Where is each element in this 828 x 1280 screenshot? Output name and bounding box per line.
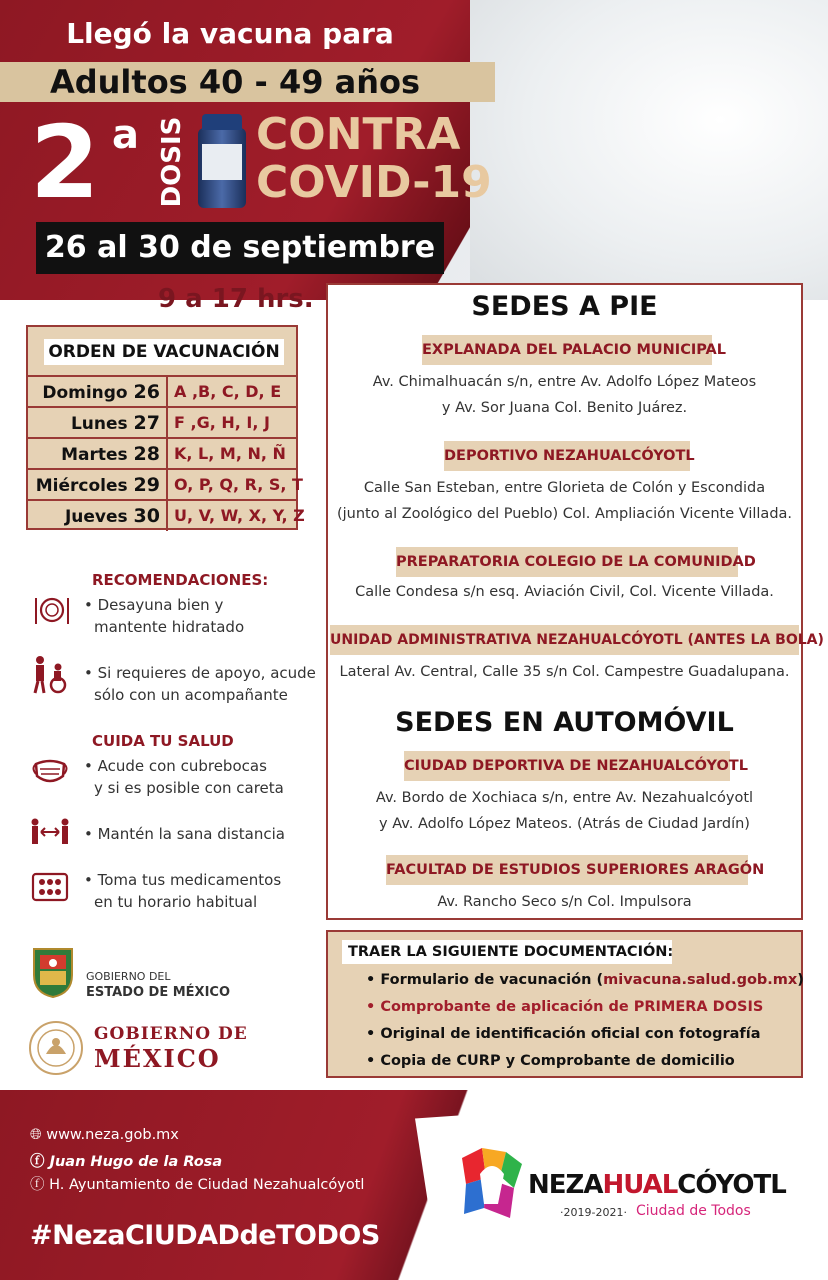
document-item-text: ) xyxy=(797,972,804,988)
order-date: 30 xyxy=(133,505,160,527)
venue-name: FACULTAD DE ESTUDIOS SUPERIORES ARAGÓN xyxy=(386,855,748,885)
social-distance-icon xyxy=(30,812,70,852)
order-letters: K, L, M, N, Ñ xyxy=(174,444,286,463)
medication-icon xyxy=(30,866,70,906)
edomex-label-line1: GOBIERNO DEL xyxy=(86,970,171,983)
venue-address: Av. Chimalhuacán s/n, entre Av. Adolfo López Mateos xyxy=(372,374,757,390)
venue-address: Lateral Av. Central, Calle 35 s/n Col. Campestre Guadalupana. xyxy=(339,664,790,680)
venue-address: (junto al Zoológico del Pueblo) Col. Ampliación Vicente Villada. xyxy=(336,506,793,522)
recommendation-line: • Desayuna bien y xyxy=(84,596,224,614)
brand-name xyxy=(528,1170,786,1200)
health-line: • Acude con cubrebocas xyxy=(84,757,267,775)
edomex-label-line2: ESTADO DE MÉXICO xyxy=(86,985,230,1000)
venue-address: y Av. Adolfo López Mateos. (Atrás de Ciudad Jardín) xyxy=(379,816,750,832)
document-item: • Original de identificación oficial con fotografía xyxy=(366,1026,761,1042)
mexico-label-line2: MÉXICO xyxy=(94,1044,221,1073)
venue-address: Av. Bordo de Xochiaca s/n, entre Av. Nezahualcóyotl xyxy=(375,790,754,806)
venue-address: Calle San Esteban, entre Glorieta de Colón y Escondida xyxy=(363,480,766,496)
audience-label: Adultos 40 - 49 años xyxy=(49,63,421,101)
order-day: Lunes xyxy=(70,414,128,434)
venue-address: y Av. Sor Juana Col. Benito Juárez. xyxy=(441,400,688,416)
audience-band xyxy=(0,62,495,102)
face-mask-icon xyxy=(30,750,70,790)
dates-bar xyxy=(36,222,444,274)
header-banner xyxy=(0,0,828,300)
venue-name: PREPARATORIA COLEGIO DE LA COMUNIDAD xyxy=(396,547,738,577)
order-letters: O, P, Q, R, S, T xyxy=(174,475,303,494)
facebook-line xyxy=(30,1173,364,1194)
order-row xyxy=(28,437,296,469)
order-day: Domingo xyxy=(42,383,128,403)
globe-icon: 🌐︎ xyxy=(30,1127,47,1143)
order-day: Martes xyxy=(61,445,128,465)
documents-title: TRAER LA SIGUIENTE DOCUMENTACIÓN: xyxy=(342,940,672,964)
brand-part-accent: HUAL xyxy=(602,1170,678,1200)
brand-part: NEZA xyxy=(528,1170,603,1200)
health-line: y si es posible con careta xyxy=(94,779,284,797)
contra-label: CONTRA xyxy=(256,109,461,160)
website-link[interactable]: www.neza.gob.mx xyxy=(46,1127,179,1143)
campaign-dates: 26 al 30 de septiembre xyxy=(44,230,436,265)
campaign-hashtag: #NezaCIUDADdeTODOS xyxy=(30,1220,380,1251)
tagline-box xyxy=(40,10,420,58)
recommendations-heading: RECOMENDACIONES: xyxy=(92,571,269,589)
order-date: 28 xyxy=(133,443,160,465)
venue-name: DEPORTIVO NEZAHUALCÓYOTL xyxy=(444,441,690,471)
document-item-text: • Formulario de vacunación ( xyxy=(366,972,604,988)
venue-address: Av. Rancho Seco s/n Col. Impulsora xyxy=(437,894,692,910)
administration-period: ·2019-2021· xyxy=(560,1206,627,1219)
order-letters: U, V, W, X, Y, Z xyxy=(174,506,305,525)
schedule-hours: 9 a 17 hrs. xyxy=(158,284,314,314)
vaccination-photo xyxy=(470,0,828,300)
website-line xyxy=(30,1127,179,1143)
wheelchair-companion-icon xyxy=(30,655,70,695)
nezahualcoyotl-logo xyxy=(462,1148,522,1224)
order-row xyxy=(28,499,305,531)
tagline: Llegó la vacuna para xyxy=(66,17,394,50)
document-item: • Copia de CURP y Comprobante de domicilio xyxy=(366,1053,735,1069)
mexico-label-line1: GOBIERNO DE xyxy=(94,1024,248,1044)
order-letters: A ,B, C, D, E xyxy=(174,382,282,401)
edomex-shield-logo xyxy=(30,945,76,999)
drive-thru-venues-title: SEDES EN AUTOMÓVIL xyxy=(395,707,734,738)
document-item xyxy=(366,969,804,991)
health-heading: CUIDA TU SALUD xyxy=(92,732,234,750)
facebook-icon: ⓕ xyxy=(30,1154,50,1170)
order-table-title: ORDEN DE VACUNACIÓN xyxy=(44,339,284,365)
order-row xyxy=(28,468,303,500)
walk-in-venues-title: SEDES A PIE xyxy=(471,291,658,322)
venue-name: CIUDAD DEPORTIVA DE NEZAHUALCÓYOTL xyxy=(404,751,730,781)
dose-word: DOSIS xyxy=(157,116,187,208)
covid-label: COVID-19 xyxy=(256,157,492,208)
recommendation-line: sólo con un acompañante xyxy=(94,686,288,704)
venue-name: EXPLANADA DEL PALACIO MUNICIPAL xyxy=(422,335,712,365)
recommendation-line: mantente hidratado xyxy=(94,618,245,636)
order-date: 29 xyxy=(133,474,160,496)
venue-name: UNIDAD ADMINISTRATIVA NEZAHUALCÓYOTL (ANTES LA BOLA) xyxy=(330,625,799,655)
brand-part: CÓYOTL xyxy=(677,1170,786,1200)
plate-cutlery-icon xyxy=(32,590,72,630)
health-line: • Mantén la sana distancia xyxy=(84,825,285,843)
facebook-icon: ⓕ xyxy=(30,1177,50,1193)
required-documents-box xyxy=(326,930,803,1078)
health-line: • Toma tus medicamentos xyxy=(84,871,282,889)
order-date: 27 xyxy=(133,412,160,434)
facebook-link-council[interactable]: H. Ayuntamiento de Ciudad Nezahualcóyotl xyxy=(49,1177,365,1193)
health-line: en tu horario habitual xyxy=(94,893,258,911)
venues-box xyxy=(326,283,824,920)
venue-address: Calle Condesa s/n esq. Aviación Civil, Col. Vicente Villada. xyxy=(355,584,774,600)
order-date: 26 xyxy=(133,381,160,403)
order-day: Miércoles xyxy=(35,476,128,496)
order-row xyxy=(28,406,296,438)
dose-ordinal: a xyxy=(112,112,139,158)
vaccination-order-table xyxy=(26,325,305,530)
facebook-link-mayor[interactable]: Juan Hugo de la Rosa xyxy=(49,1154,223,1170)
mexico-seal-logo xyxy=(28,1020,84,1076)
city-motto: Ciudad de Todos xyxy=(636,1203,751,1219)
order-letters: F ,G, H, I, J xyxy=(174,413,270,432)
recommendation-line: • Si requieres de apoyo, acude xyxy=(84,664,316,682)
facebook-line xyxy=(30,1150,222,1171)
document-item: • Comprobante de aplicación de PRIMERA DOSIS xyxy=(366,999,764,1015)
order-day: Jueves xyxy=(64,507,128,527)
vaccine-vial-icon xyxy=(198,114,246,208)
dose-word-box xyxy=(152,112,192,212)
vaccination-form-link[interactable]: mivacuna.salud.gob.mx xyxy=(603,972,798,988)
dose-number: 2 xyxy=(30,104,96,221)
order-row xyxy=(28,375,296,407)
